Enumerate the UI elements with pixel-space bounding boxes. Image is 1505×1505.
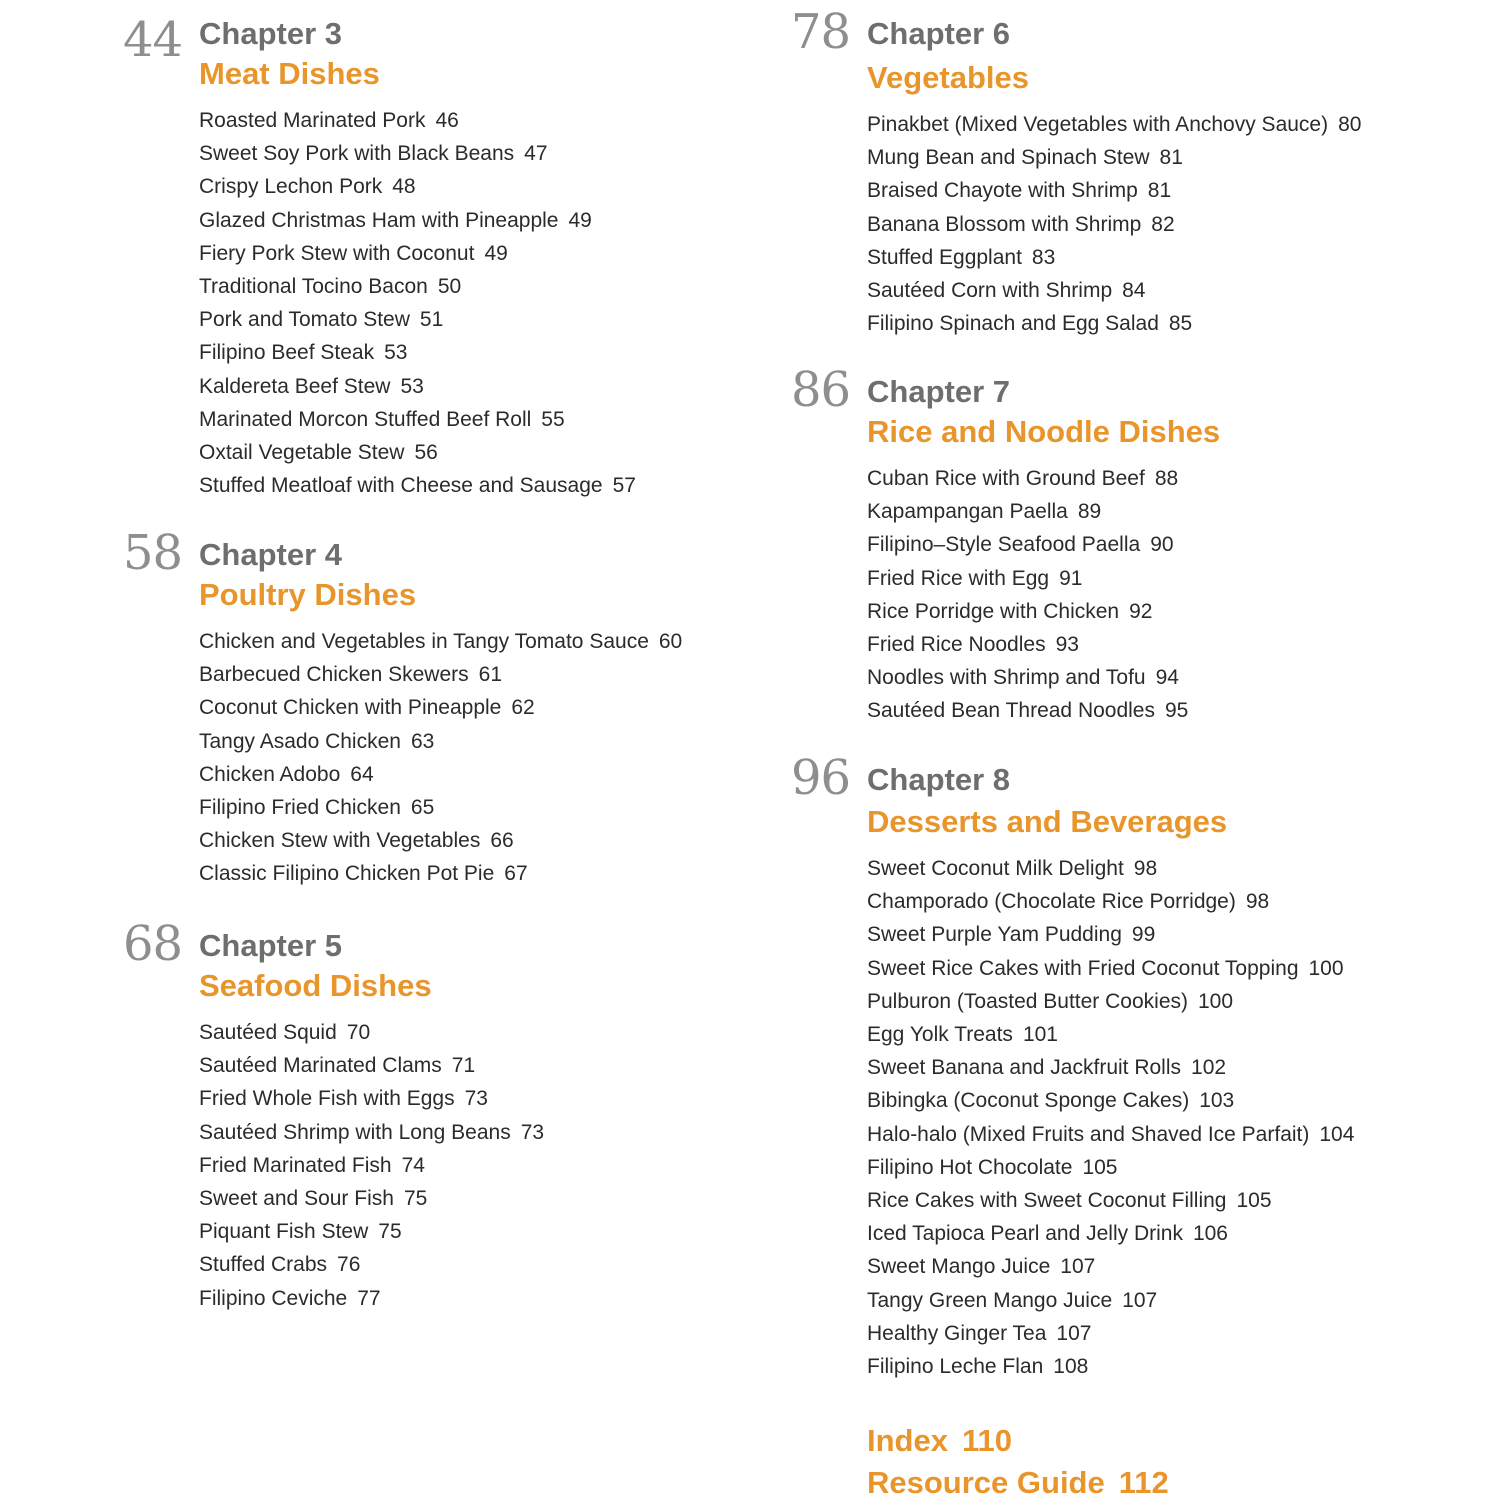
recipe-page-number: 88 bbox=[1154, 467, 1179, 490]
recipe-page-number: 98 bbox=[1245, 890, 1270, 914]
recipe-page-number: 66 bbox=[490, 829, 514, 853]
recipe-page-number: 53 bbox=[384, 341, 408, 365]
recipe-name: Stuffed Meatloaf with Cheese and Sausage bbox=[199, 474, 603, 498]
recipe-entry[interactable] bbox=[867, 1317, 1354, 1350]
recipe-entry[interactable] bbox=[867, 1284, 1354, 1317]
recipe-name: Crispy Lechon Pork bbox=[199, 175, 383, 199]
recipe-entry[interactable] bbox=[867, 985, 1354, 1018]
recipe-page-number: 76 bbox=[337, 1253, 361, 1277]
recipe-page-number: 63 bbox=[410, 729, 435, 753]
recipe-name: Classic Filipino Chicken Pot Pie bbox=[199, 862, 495, 886]
recipe-entry[interactable] bbox=[199, 758, 682, 791]
recipe-page-number: 83 bbox=[1031, 245, 1056, 269]
recipe-page-number: 73 bbox=[464, 1087, 488, 1111]
chapter-3-section bbox=[123, 12, 636, 502]
recipe-name: Sweet Rice Cakes with Fried Coconut Topping bbox=[867, 956, 1299, 980]
recipe-entry[interactable] bbox=[199, 791, 682, 824]
recipe-entry[interactable] bbox=[867, 1151, 1354, 1184]
recipe-page-number: 108 bbox=[1053, 1355, 1089, 1379]
recipe-page-number: 81 bbox=[1159, 146, 1183, 170]
recipe-name: Filipino Hot Chocolate bbox=[867, 1155, 1073, 1179]
recipe-name: Glazed Christmas Ham with Pineapple bbox=[199, 208, 559, 232]
recipe-entry[interactable] bbox=[867, 1250, 1354, 1283]
chapter-title: Seafood Dishes bbox=[199, 968, 432, 1003]
recipe-name: Filipino Spinach and Egg Salad bbox=[867, 312, 1159, 336]
chapter-title: Desserts and Beverages bbox=[867, 804, 1228, 839]
recipe-page-number: 94 bbox=[1155, 666, 1179, 690]
recipe-list bbox=[199, 625, 682, 891]
recipe-name: Oxtail Vegetable Stew bbox=[199, 441, 405, 465]
recipe-name: Filipino Beef Steak bbox=[199, 341, 375, 365]
recipe-name: Cuban Rice with Ground Beef bbox=[867, 467, 1145, 490]
recipe-page-number: 103 bbox=[1199, 1089, 1235, 1113]
recipe-page-number: 50 bbox=[437, 275, 462, 299]
recipe-entry[interactable] bbox=[199, 270, 636, 303]
recipe-name: Roasted Marinated Pork bbox=[199, 109, 426, 132]
chapter-title: Poultry Dishes bbox=[199, 577, 417, 612]
recipe-name: Sautéed Shrimp with Long Beans bbox=[199, 1120, 511, 1144]
recipe-name: Stuffed Crabs bbox=[199, 1253, 328, 1277]
recipe-entry[interactable] bbox=[199, 370, 636, 403]
chapter-start-page: 78 bbox=[791, 4, 851, 60]
recipe-page-number: 90 bbox=[1150, 533, 1174, 557]
recipe-entry[interactable] bbox=[199, 1149, 544, 1182]
chapter-start-page: 96 bbox=[791, 750, 851, 806]
recipe-entry[interactable] bbox=[867, 1118, 1354, 1151]
recipe-entry[interactable] bbox=[199, 303, 636, 336]
recipe-name: Rice Porridge with Chicken bbox=[867, 599, 1120, 623]
chapter-6-section bbox=[791, 4, 1362, 340]
recipe-entry[interactable] bbox=[867, 918, 1354, 951]
chapter-7-section bbox=[791, 362, 1221, 728]
recipe-list bbox=[867, 462, 1220, 728]
recipe-page-number: 107 bbox=[1060, 1255, 1096, 1279]
recipe-name: Pinakbet (Mixed Vegetables with Anchovy Sauce) bbox=[867, 113, 1329, 136]
recipe-page-number: 74 bbox=[401, 1153, 425, 1177]
chapter-start-page: 44 bbox=[123, 12, 183, 68]
recipe-name: Sautéed Squid bbox=[199, 1021, 337, 1044]
recipe-entry[interactable] bbox=[867, 1084, 1354, 1117]
recipe-entry[interactable] bbox=[199, 1282, 544, 1315]
recipe-name: Fried Rice with Egg bbox=[867, 566, 1050, 590]
recipe-entry[interactable] bbox=[867, 528, 1220, 561]
recipe-page-number: 48 bbox=[392, 175, 416, 199]
recipe-page-number: 105 bbox=[1082, 1155, 1118, 1179]
recipe-list bbox=[199, 104, 636, 502]
resource-guide-link[interactable] bbox=[867, 1462, 1169, 1504]
recipe-page-number: 61 bbox=[478, 663, 502, 687]
recipe-name: Fiery Pork Stew with Coconut bbox=[199, 241, 475, 265]
recipe-entry[interactable] bbox=[867, 108, 1361, 141]
backmatter-list bbox=[867, 1420, 1169, 1504]
recipe-entry[interactable] bbox=[199, 204, 636, 237]
index-link[interactable] bbox=[867, 1420, 1169, 1462]
backmatter-page: 112 bbox=[1118, 1465, 1169, 1500]
recipe-name: Sweet Banana and Jackfruit Rolls bbox=[867, 1056, 1182, 1080]
recipe-list bbox=[867, 108, 1361, 340]
recipe-page-number: 60 bbox=[658, 630, 683, 653]
recipe-name: Filipino Fried Chicken bbox=[199, 796, 401, 820]
recipe-entry[interactable] bbox=[867, 462, 1220, 495]
recipe-entry[interactable] bbox=[867, 661, 1220, 694]
recipe-entry[interactable] bbox=[199, 436, 636, 469]
backmatter-page: 110 bbox=[961, 1423, 1012, 1458]
chapter-label: Chapter 5 bbox=[199, 928, 342, 963]
recipe-name: Iced Tapioca Pearl and Jelly Drink bbox=[867, 1222, 1183, 1246]
recipe-name: Chicken and Vegetables in Tangy Tomato Sauce bbox=[199, 630, 649, 653]
chapter-start-page: 58 bbox=[123, 525, 183, 581]
recipe-page-number: 85 bbox=[1168, 312, 1193, 336]
recipe-page-number: 105 bbox=[1236, 1189, 1272, 1213]
recipe-entry[interactable] bbox=[867, 694, 1220, 727]
recipe-name: Chicken Stew with Vegetables bbox=[199, 829, 481, 853]
recipe-entry[interactable] bbox=[867, 1018, 1354, 1051]
recipe-entry[interactable] bbox=[199, 336, 636, 369]
recipe-entry[interactable] bbox=[199, 104, 636, 137]
recipe-entry[interactable] bbox=[199, 1248, 544, 1281]
recipe-page-number: 101 bbox=[1022, 1023, 1058, 1047]
recipe-page-number: 82 bbox=[1151, 212, 1175, 236]
recipe-page-number: 71 bbox=[451, 1054, 476, 1078]
recipe-name: Kaldereta Beef Stew bbox=[199, 374, 391, 398]
recipe-page-number: 89 bbox=[1077, 500, 1102, 524]
recipe-entry[interactable] bbox=[867, 1051, 1354, 1084]
recipe-name: Sweet and Sour Fish bbox=[199, 1187, 394, 1211]
recipe-name: Pork and Tomato Stew bbox=[199, 308, 410, 332]
recipe-entry[interactable] bbox=[199, 403, 636, 436]
recipe-entry[interactable] bbox=[867, 1217, 1354, 1250]
recipe-page-number: 53 bbox=[400, 374, 424, 398]
recipe-entry[interactable] bbox=[867, 595, 1220, 628]
backmatter-label: Resource Guide bbox=[867, 1465, 1105, 1500]
recipe-page-number: 95 bbox=[1165, 699, 1189, 723]
recipe-entry[interactable] bbox=[867, 1350, 1354, 1383]
recipe-name: Rice Cakes with Sweet Coconut Filling bbox=[867, 1189, 1227, 1213]
chapter-label: Chapter 3 bbox=[199, 16, 342, 51]
recipe-name: Banana Blossom with Shrimp bbox=[867, 212, 1142, 236]
recipe-page-number: 99 bbox=[1131, 923, 1156, 947]
recipe-name: Stuffed Eggplant bbox=[867, 245, 1022, 269]
recipe-name: Mung Bean and Spinach Stew bbox=[867, 146, 1150, 170]
recipe-list bbox=[199, 1016, 544, 1315]
recipe-entry[interactable] bbox=[867, 628, 1220, 661]
recipe-name: Braised Chayote with Shrimp bbox=[867, 179, 1138, 203]
chapter-8-section bbox=[791, 750, 1355, 1383]
recipe-entry[interactable] bbox=[199, 1049, 544, 1082]
recipe-name: Barbecued Chicken Skewers bbox=[199, 663, 469, 687]
recipe-entry[interactable] bbox=[199, 1215, 544, 1248]
recipe-page-number: 100 bbox=[1308, 956, 1344, 980]
recipe-page-number: 51 bbox=[419, 308, 444, 332]
recipe-page-number: 93 bbox=[1055, 633, 1079, 657]
recipe-entry[interactable] bbox=[199, 625, 682, 658]
recipe-name: Sweet Purple Yam Pudding bbox=[867, 923, 1122, 947]
recipe-page-number: 91 bbox=[1059, 566, 1083, 590]
recipe-page-number: 62 bbox=[511, 696, 535, 720]
chapter-start-page: 68 bbox=[123, 916, 183, 972]
recipe-name: Coconut Chicken with Pineapple bbox=[199, 696, 502, 720]
recipe-page-number: 65 bbox=[410, 796, 435, 820]
recipe-name: Traditional Tocino Bacon bbox=[199, 275, 428, 299]
chapter-title: Meat Dishes bbox=[199, 56, 380, 91]
recipe-page-number: 55 bbox=[541, 407, 565, 431]
recipe-name: Kapampangan Paella bbox=[867, 500, 1068, 524]
recipe-entry[interactable] bbox=[199, 857, 682, 890]
recipe-entry[interactable] bbox=[199, 1182, 544, 1215]
chapter-label: Chapter 7 bbox=[867, 374, 1010, 409]
recipe-entry[interactable] bbox=[199, 237, 636, 270]
recipe-name: Sweet Mango Juice bbox=[867, 1255, 1051, 1279]
recipe-page-number: 106 bbox=[1192, 1222, 1228, 1246]
recipe-page-number: 64 bbox=[350, 762, 374, 786]
recipe-page-number: 46 bbox=[435, 109, 459, 132]
recipe-page-number: 67 bbox=[504, 862, 528, 886]
recipe-page-number: 84 bbox=[1122, 279, 1146, 303]
recipe-page-number: 75 bbox=[378, 1220, 402, 1244]
recipe-page-number: 81 bbox=[1147, 179, 1172, 203]
recipe-entry[interactable] bbox=[199, 725, 682, 758]
chapter-label: Chapter 4 bbox=[199, 537, 342, 572]
recipe-entry[interactable] bbox=[867, 274, 1361, 307]
recipe-page-number: 104 bbox=[1319, 1122, 1355, 1146]
recipe-page-number: 100 bbox=[1198, 989, 1234, 1013]
recipe-page-number: 49 bbox=[568, 208, 592, 232]
recipe-entry[interactable] bbox=[867, 208, 1361, 241]
chapter-label: Chapter 8 bbox=[867, 762, 1010, 797]
recipe-name: Halo-halo (Mixed Fruits and Shaved Ice Parfait) bbox=[867, 1122, 1310, 1146]
recipe-name: Sautéed Marinated Clams bbox=[199, 1054, 442, 1078]
recipe-page-number: 49 bbox=[484, 241, 508, 265]
recipe-entry[interactable] bbox=[867, 174, 1361, 207]
recipe-entry[interactable] bbox=[867, 141, 1361, 174]
recipe-entry[interactable] bbox=[199, 1116, 544, 1149]
recipe-name: Filipino–Style Seafood Paella bbox=[867, 533, 1141, 557]
recipe-page-number: 70 bbox=[346, 1021, 371, 1044]
recipe-entry[interactable] bbox=[867, 241, 1361, 274]
recipe-entry[interactable] bbox=[199, 1082, 544, 1115]
recipe-name: Fried Whole Fish with Eggs bbox=[199, 1087, 455, 1111]
recipe-entry[interactable] bbox=[199, 824, 682, 857]
recipe-name: Egg Yolk Treats bbox=[867, 1023, 1013, 1047]
recipe-entry[interactable] bbox=[867, 952, 1354, 985]
recipe-page-number: 102 bbox=[1191, 1056, 1227, 1080]
recipe-name: Chicken Adobo bbox=[199, 762, 341, 786]
recipe-entry[interactable] bbox=[867, 307, 1361, 340]
recipe-name: Fried Marinated Fish bbox=[199, 1153, 392, 1177]
recipe-entry[interactable] bbox=[867, 1184, 1354, 1217]
recipe-entry[interactable] bbox=[199, 137, 636, 170]
recipe-page-number: 107 bbox=[1056, 1321, 1092, 1345]
recipe-name: Tangy Asado Chicken bbox=[199, 729, 401, 753]
recipe-entry[interactable] bbox=[867, 495, 1220, 528]
recipe-entry[interactable] bbox=[199, 691, 682, 724]
recipe-name: Healthy Ginger Tea bbox=[867, 1321, 1047, 1345]
recipe-page-number: 98 bbox=[1133, 857, 1158, 880]
chapter-title: Vegetables bbox=[867, 60, 1029, 95]
recipe-page-number: 107 bbox=[1122, 1288, 1158, 1312]
recipe-name: Fried Rice Noodles bbox=[867, 633, 1046, 657]
recipe-entry[interactable] bbox=[199, 170, 636, 203]
chapter-title: Rice and Noodle Dishes bbox=[867, 414, 1221, 449]
recipe-page-number: 56 bbox=[414, 441, 438, 465]
chapter-label: Chapter 6 bbox=[867, 16, 1010, 51]
recipe-entry[interactable] bbox=[867, 885, 1354, 918]
recipe-name: Sautéed Bean Thread Noodles bbox=[867, 699, 1155, 723]
recipe-name: Sautéed Corn with Shrimp bbox=[867, 279, 1113, 303]
recipe-name: Piquant Fish Stew bbox=[199, 1220, 369, 1244]
recipe-page-number: 75 bbox=[403, 1187, 428, 1211]
chapter-4-section bbox=[123, 525, 683, 891]
backmatter-label: Index bbox=[867, 1423, 948, 1458]
recipe-page-number: 77 bbox=[357, 1286, 381, 1310]
recipe-entry[interactable] bbox=[199, 469, 636, 502]
recipe-name: Champorado (Chocolate Rice Porridge) bbox=[867, 890, 1236, 914]
recipe-name: Filipino Ceviche bbox=[199, 1286, 348, 1310]
recipe-entry[interactable] bbox=[867, 852, 1354, 885]
chapter-start-page: 86 bbox=[791, 362, 851, 418]
chapter-5-section bbox=[123, 916, 545, 1315]
recipe-entry[interactable] bbox=[199, 1016, 544, 1049]
recipe-name: Filipino Leche Flan bbox=[867, 1355, 1044, 1379]
recipe-name: Sweet Coconut Milk Delight bbox=[867, 857, 1124, 880]
recipe-name: Sweet Soy Pork with Black Beans bbox=[199, 142, 515, 166]
recipe-page-number: 73 bbox=[520, 1120, 545, 1144]
recipe-entry[interactable] bbox=[867, 562, 1220, 595]
recipe-list bbox=[867, 852, 1354, 1383]
recipe-entry[interactable] bbox=[199, 658, 682, 691]
recipe-name: Noodles with Shrimp and Tofu bbox=[867, 666, 1146, 690]
recipe-name: Bibingka (Coconut Sponge Cakes) bbox=[867, 1089, 1190, 1113]
recipe-page-number: 57 bbox=[612, 474, 636, 498]
recipe-name: Marinated Morcon Stuffed Beef Roll bbox=[199, 407, 532, 431]
recipe-name: Pulburon (Toasted Butter Cookies) bbox=[867, 989, 1188, 1013]
recipe-page-number: 47 bbox=[524, 142, 548, 166]
recipe-page-number: 80 bbox=[1338, 113, 1362, 136]
recipe-name: Tangy Green Mango Juice bbox=[867, 1288, 1113, 1312]
recipe-page-number: 92 bbox=[1129, 599, 1153, 623]
